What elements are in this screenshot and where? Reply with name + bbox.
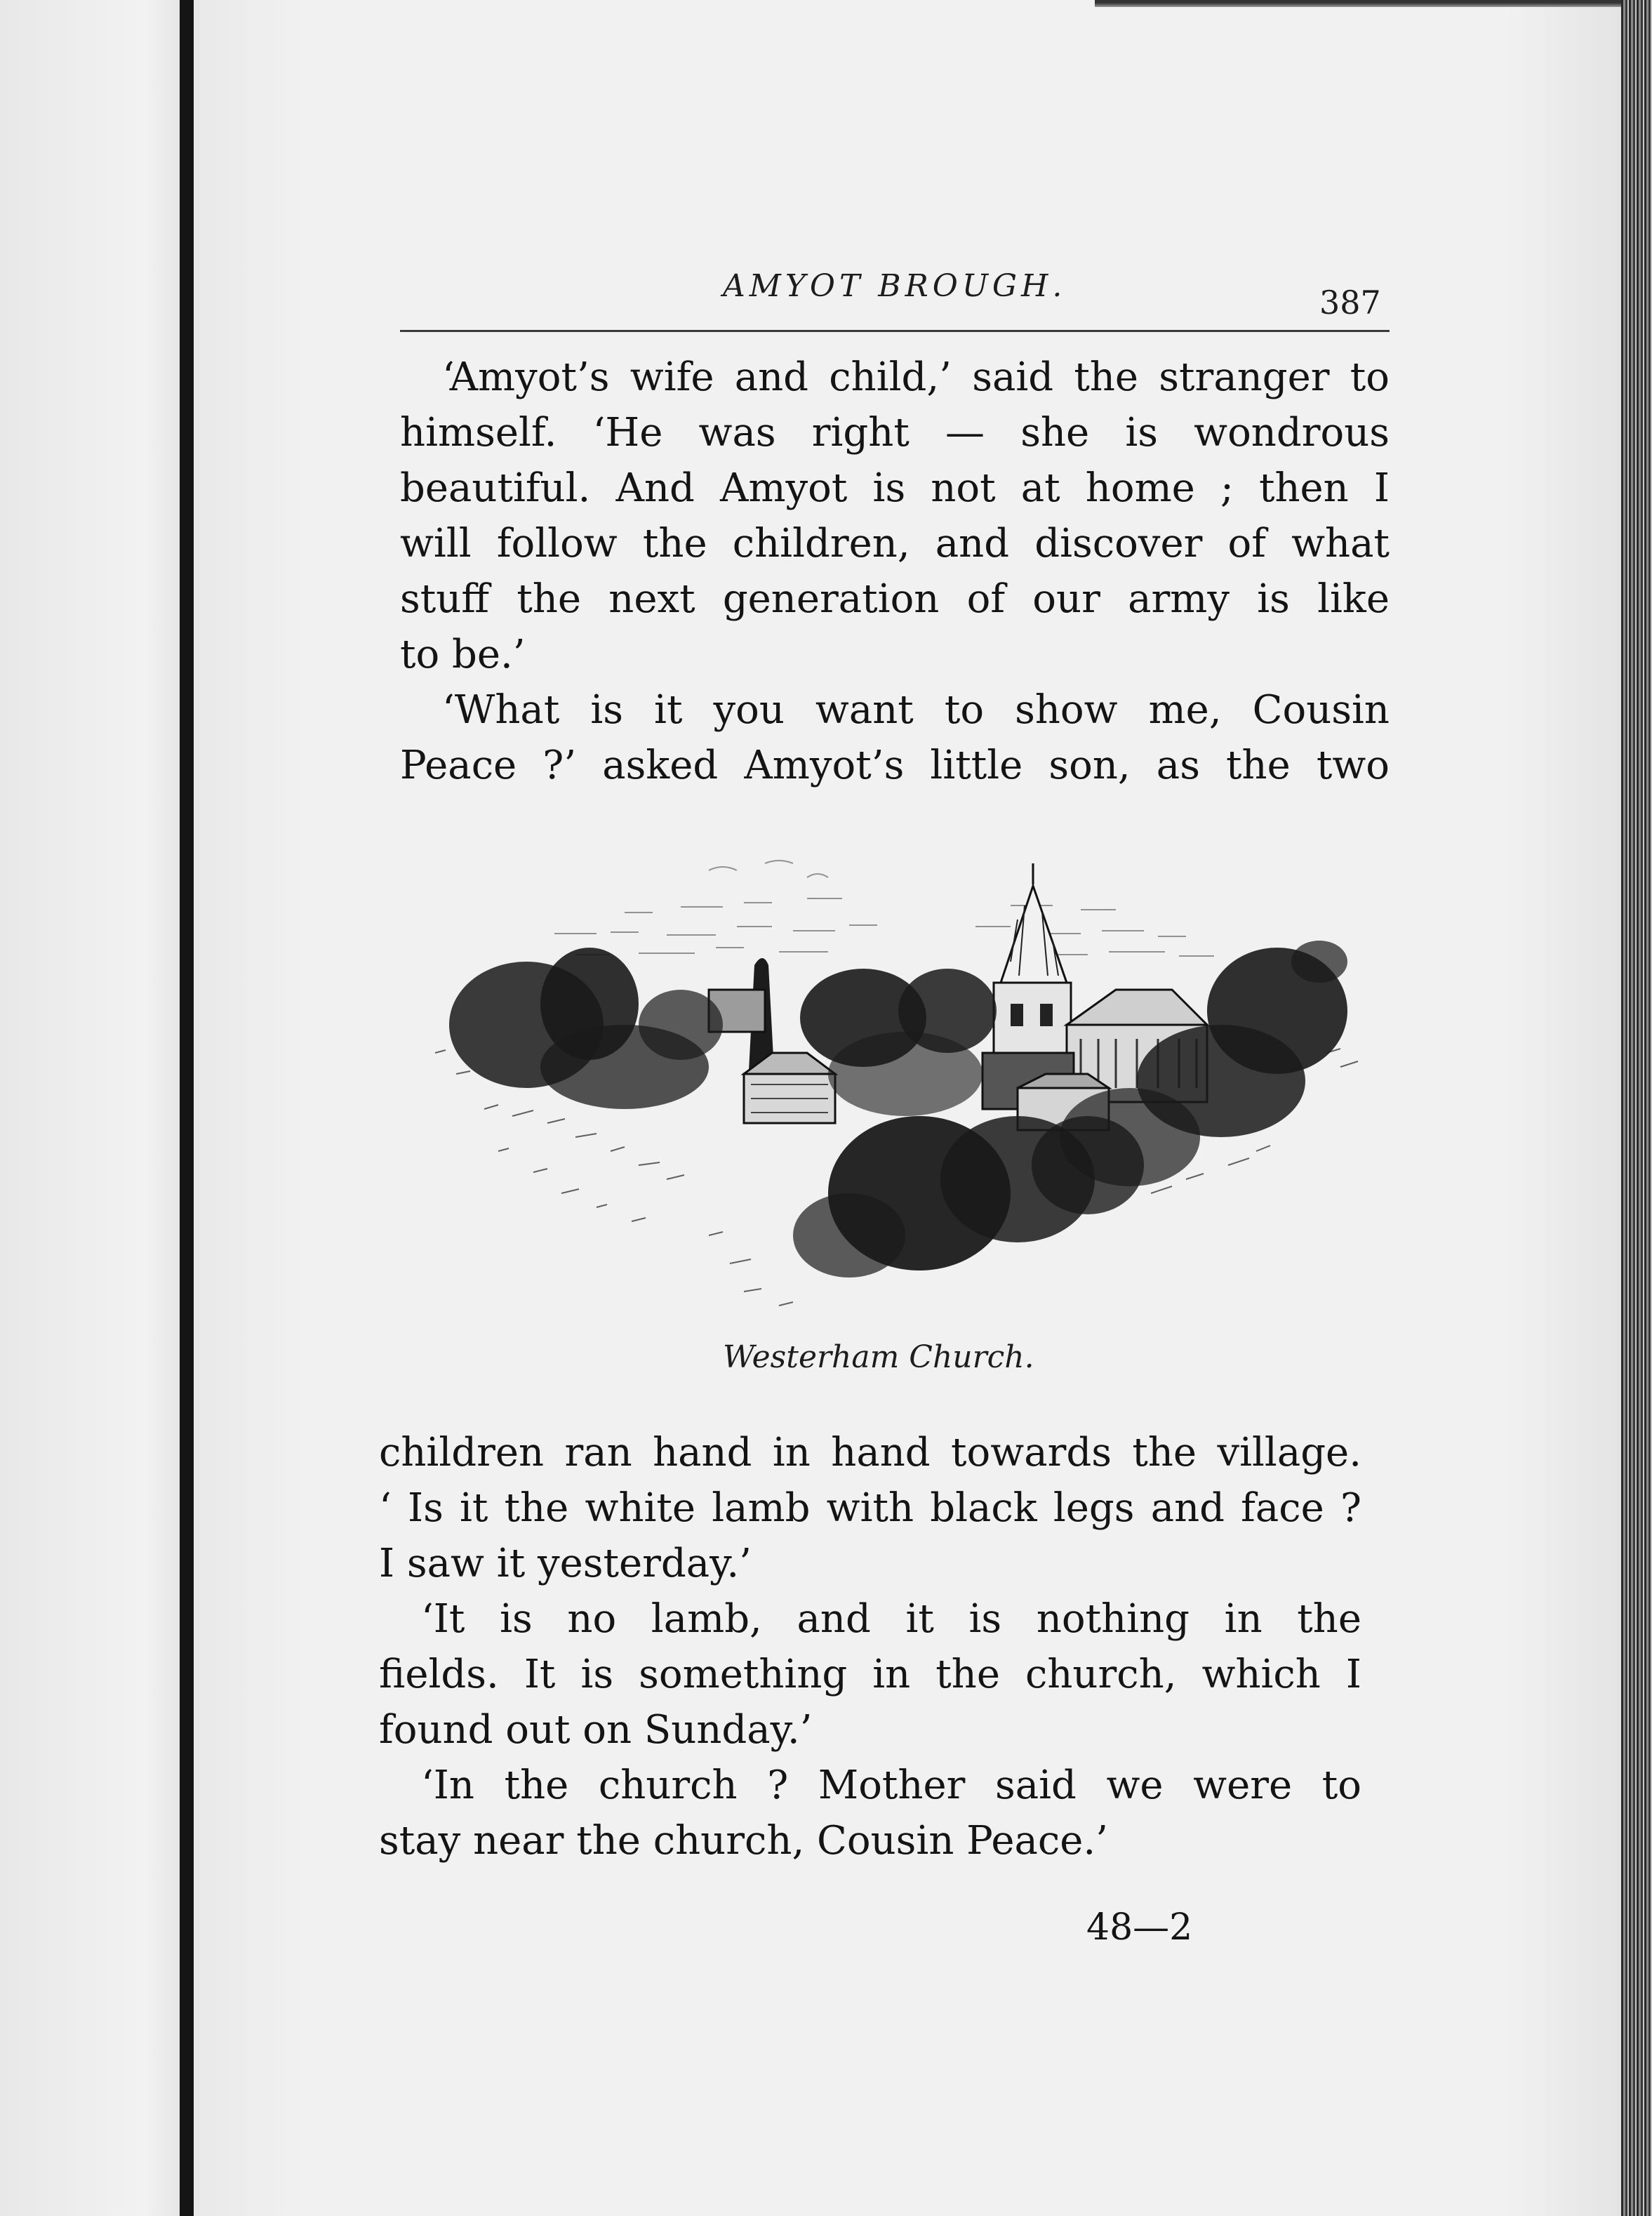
illustration-caption: Westerham Church. [723, 1339, 1034, 1375]
text-line: beautiful. And Amyot is not at home ; then I [400, 465, 1390, 511]
text-line: ‘ Is it the white lamb with black legs and face ? [379, 1485, 1361, 1531]
page-stack-edge [1621, 0, 1652, 2216]
text-line: ‘In the church ? Mother said we were to [421, 1763, 1361, 1808]
text-line: I saw it yesterday.’ [379, 1541, 752, 1586]
church-spire [994, 863, 1071, 1060]
signature-mark: 48—2 [1086, 1906, 1193, 1949]
page-top-shadow [1095, 0, 1652, 7]
text-line: ‘Amyot’s wife and child,’ said the stranger to [442, 354, 1390, 400]
text-line: stuff the next generation of our army is like [400, 576, 1390, 622]
text-line: found out on Sunday.’ [379, 1707, 813, 1753]
text-line: stay near the church, Cousin Peace.’ [379, 1818, 1108, 1864]
tree-masses [449, 941, 1347, 1278]
page-number: 387 [1319, 284, 1381, 321]
lower-text-block [379, 1425, 1361, 1869]
text-line: Peace ?’ asked Amyot’s little son, as the two [400, 743, 1390, 788]
text-line: children ran hand in hand towards the village. [379, 1430, 1361, 1475]
text-line: fields. It is something in the church, which I [379, 1652, 1361, 1697]
text-line: will follow the children, and discover of what [400, 521, 1390, 566]
text-line: to be.’ [400, 632, 526, 677]
header-rule [400, 330, 1390, 332]
sky-hatching [554, 861, 1214, 956]
facing-page-edge [0, 0, 180, 2216]
book-gutter [180, 0, 194, 2216]
upper-text-block [400, 350, 1390, 793]
running-head: AMYOT BROUGH. [723, 268, 1067, 304]
text-line: ‘What is it you want to show me, Cousin [442, 687, 1390, 733]
text-line: ‘It is no lamb, and it is nothing in the [421, 1596, 1361, 1642]
text-line: himself. ‘He was right — she is wondrous [400, 410, 1390, 456]
church-illustration [414, 842, 1368, 1320]
